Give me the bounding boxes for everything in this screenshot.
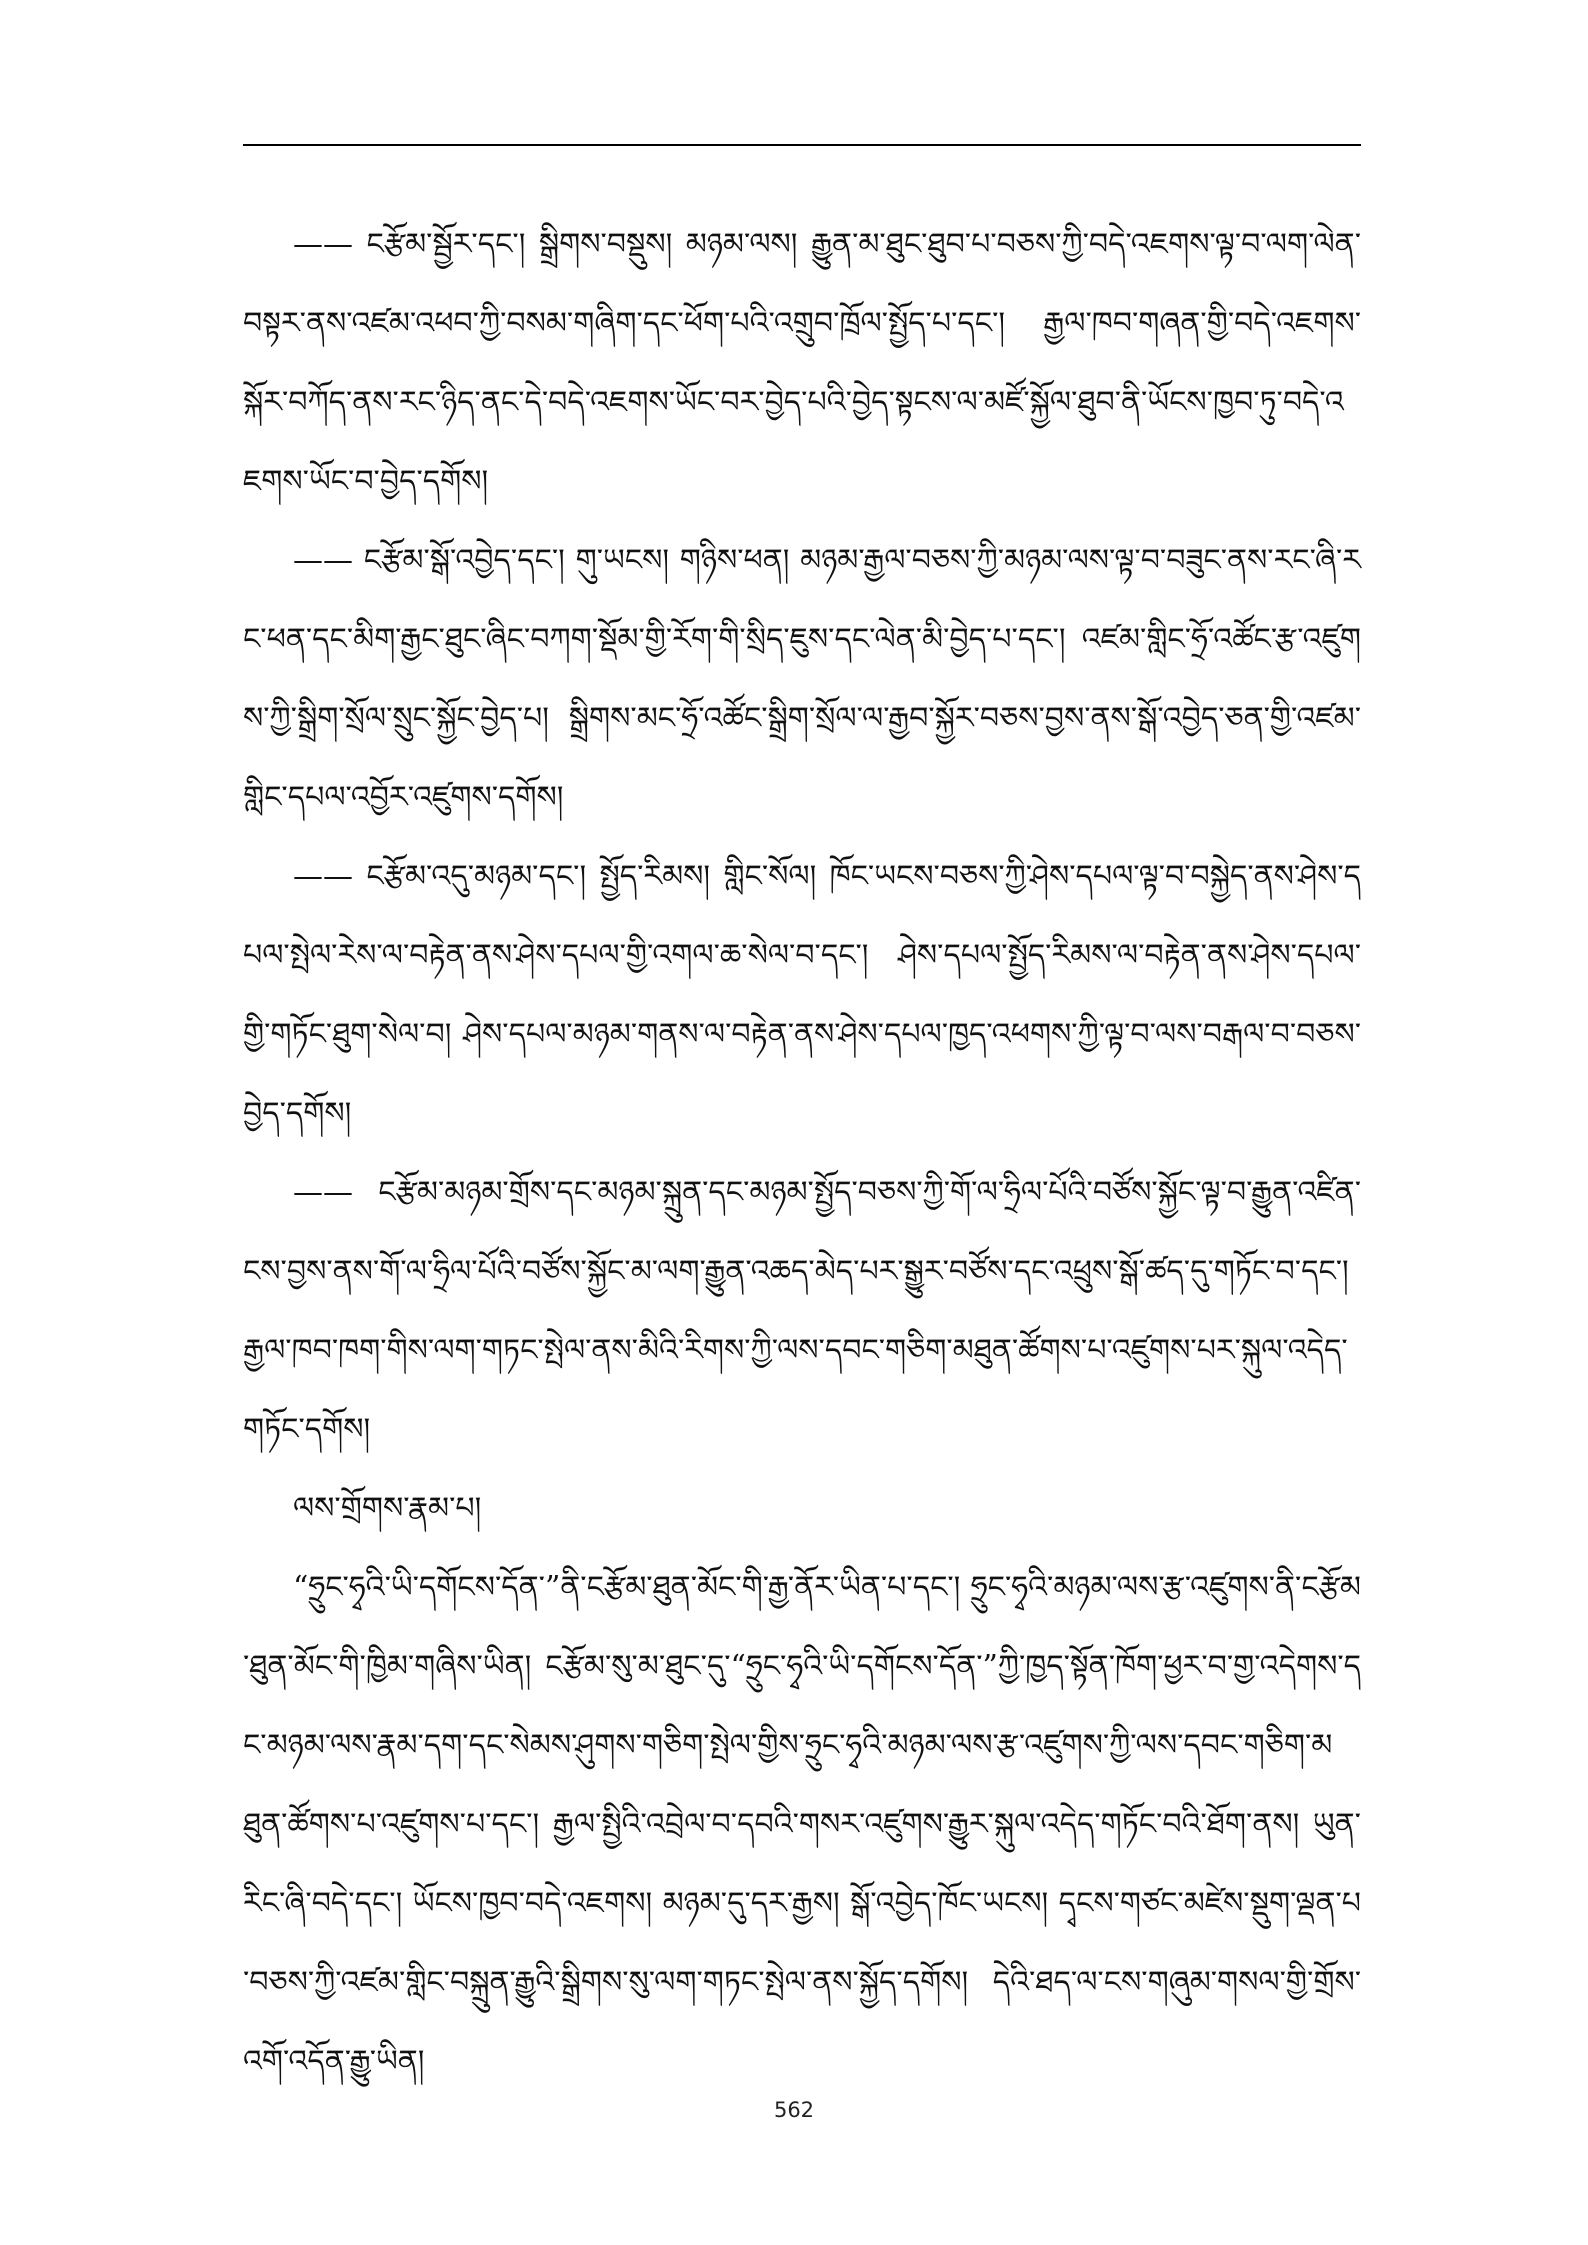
paragraph-5-salutation: ལས་གྲོགས་རྣམ་པ། <box>293 1491 482 1526</box>
paragraph-6: “ཧྲུང་ཧྭའི་ཡི་དགོངས་དོན་”ནི་ངརྩོམ་ཐུན་མོང་གི་རྒྱ་ནོར་ཡིན་པ་དང་། ཧྲུང་ཧྭའི་མཉམ་ལས་རྩ་འཛུགས་ནི་ངརྩོམ་ཐུན་མོང་གི་ཁྱིམ་གཞིས་ཡིན། ངརྩོམ་སུ་མ་ཐུང་དུ་“ཧྲུང་ཧྭའི་ཡི་དགོངས་དོན་”ཀྱི་ཁྱད་སྟོན་ཁོག་ཕྱར་བ་གྱ་འདེགས་དང་མཉམ་ལས་རྣམ་དག་དང་སེམས་ཤུགས་གཅིག་སྤེལ་གྱིས་ཧྲུང་ཧྭའི་མཉམ་ལས་རྩ་འཛུགས་ཀྱི་ལས་དབང་གཅིག་མཐུན་ཚོགས་པ་འཛུགས་པ་དང་། རྒྱལ་སྤྱིའི་འབྲེལ་བ་དབའི་གསར་འཛུགས་རྒྱུར་སྐུལ་འདེད་གཏོང་བའི་ཐོག་ནས། ཡུན་རིང་ཞི་བདེ་དང་། ཡོངས་ཁྱབ་བདེ་འཇགས། མཉམ་དུ་དར་རྒྱས། སྒོ་འབྱེད་ཁོང་ཡངས། དྭངས་གཙང་མཛེས་སྡུག་ལྡན་པ་བཅས་ཀྱི་འཛམ་གླིང་བསྐྲུན་རྒྱུའི་སྒྲིགས་སུ་ལག་གཏང་སྤེལ་ནས་སྐྱོད་དགོས། དེའི་ཐད་ལ་ངས་གཞུམ་གསལ་གྱི་གྲོས་འགོ་འདོན་རྒྱུ་ཡིན། <box>243 1570 1361 2079</box>
paragraph-3: —— ངརྩོམ་འདུ་མཉམ་དང་། སྤྱོད་རིམས། གླིང་སོལ། ཁོང་ཡངས་བཅས་ཀྱི་ཤེས་དཔལ་ལྟ་བ་བསྐྱེད་ནས་ཤེས་དཔལ་སྤེལ་རེས་ལ་བརྟེན་ནས་ཤེས་དཔལ་གྱི་འགལ་ཆ་སེལ་བ་དང་། ཤེས་དཔལ་སྤྱོད་རིམས་ལ་བརྟེན་ནས་ཤེས་དཔལ་གྱི་གཏོང་ཐུག་སེལ་བ། ཤེས་དཔལ་མཉམ་གནས་ལ་བརྟེན་ནས་ཤེས་དཔལ་ཁྱད་འཕགས་ཀྱི་ལྟ་བ་ལས་བརྒལ་བ་བཅས་བྱེད་དགོས། <box>243 859 1361 1131</box>
paragraph-1: —— ངརྩོམ་སྦྱོར་དང་། སྒྲིགས་བསྡུས། མཉམ་ལས། རྒྱུན་མ་ཐུང་ཐུབ་པ་བཅས་ཀྱི་བདེ་འཇགས་ལྟ་བ་ལག་ལེན་བསྟར་ནས་འཛམ་འཕབ་ཀྱི་བསམ་གཞིག་དང་ཕོག་པའི་འགྲུབ་ཁྲོལ་སྤྱོད་པ་དང་། རྒྱལ་ཁབ་གཞན་གྱི་བདེ་འཇགས་སྐོར་བཀོད་ནས་རང་ཉིད་ནང་དེ་བདེ་འཇགས་ཡོང་བར་བྱེད་པའི་བྱེད་སྟངས་ལ་མཛོ་སྐྱོལ་ཐུབ་ནི་ཡོངས་ཁྱབ་ཏུ་བདེ་འཇགས་ཡོང་བ་བྱེད་དགོས། <box>243 227 1361 499</box>
paragraph-2: —— ངརྩོམ་སྒོ་འབྱེད་དང་། གུ་ཡངས། གཉིས་ཕན། མཉམ་རྒྱལ་བཅས་ཀྱི་མཉམ་ལས་ལྟ་བ་བཟུང་ནས་རང་ཞི་རང་ཕན་དང་མིག་རྒྱང་ཐུང་ཞིང་བཀག་སྡོམ་གྱི་ཪོག་གི་སྲིད་ཇུས་དང་ལེན་མི་བྱེད་པ་དང་། འཛམ་གླིང་ཧྲོ་འཚོང་རྩ་འཛུགས་ཀྱི་སྒྲིག་སྲོལ་སྲུང་སྐྱོང་བྱེད་པ། སྒྲིགས་མང་ཧྲོ་འཚོང་སྒྲིག་སྲོལ་ལ་རྒྱབ་སྐྱོར་བཅས་བྱས་ནས་སྒོ་འབྱེད་ཅན་གྱི་འཛམ་གླིང་དཔལ་འབྱོར་འཛུགས་དགོས། <box>243 543 1361 815</box>
header-rule <box>243 144 1361 146</box>
page-number: 562 <box>773 2098 815 2122</box>
paragraph-4: —— ངརྩོམ་མཉམ་གྲོས་དང་མཉམ་སྐྲུན་དང་མཉམ་སྤྱོད་བཅས་ཀྱི་གོ་ལ་ཧྲིལ་པོའི་བཙོས་སྐྱོང་ལྟ་བ་རྒྱུན་འཛིན་ངས་བྱས་ནས་གོ་ལ་ཧྲིལ་པོའི་བཙོས་སྐྱོང་མ་ལག་རྒྱུན་འཆད་མེད་པར་སྒྱུར་བཙོས་དང་འཕྲུས་སྒོ་ཚད་དུ་གཏོང་བ་དང་། རྒྱལ་ཁབ་ཁག་གིས་ལག་གཏང་སྤེལ་ནས་མིའི་རིགས་ཀྱི་ལས་དབང་གཅིག་མཐུན་ཚོགས་པ་འཛུགས་པར་སྐུལ་འདེད་གཏོང་དགོས། <box>243 1175 1361 1447</box>
body-text <box>243 205 1361 2101</box>
